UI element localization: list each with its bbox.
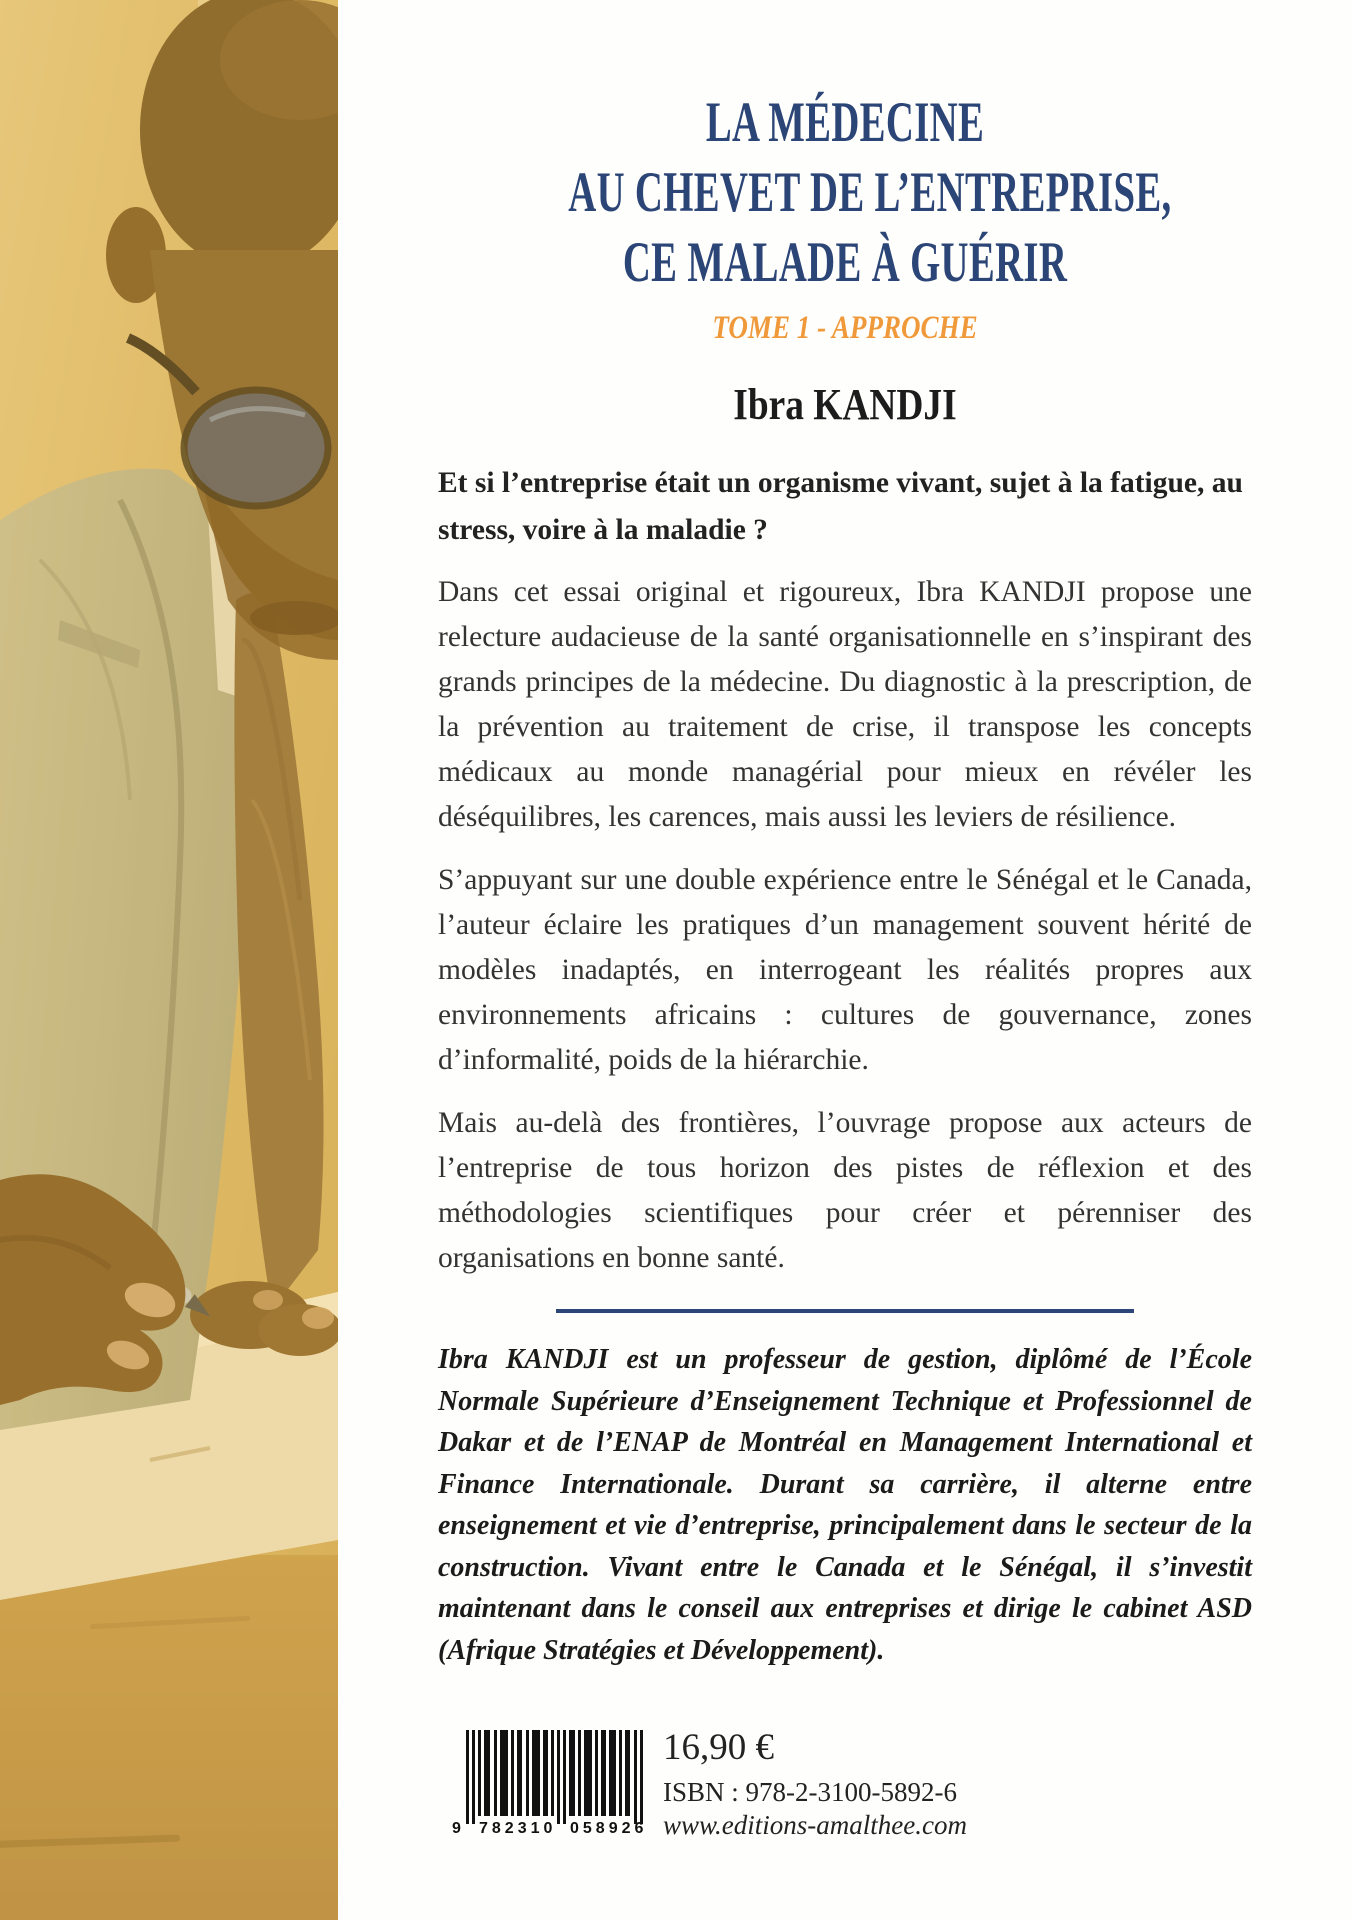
ean13-barcode — [452, 1730, 652, 1841]
barcode-left-digits: 782310 — [479, 1820, 557, 1836]
author-photo-illustration — [0, 0, 338, 1920]
author-bio: Ibra KANDJI est un professeur de gestion, diplômé de l’École Normale Supérieure d’Enseignement Technique et Professionnel de Dakar et de l’ENAP de Montréal en Management International et Finance Internationale. Durant sa carrière, il alterne entre enseignement et vie d’entreprise, principalement dans le secteur de la construction. Vivant entre le Canada et le Sénégal, il s’investit maintenant dans le conseil aux entreprises et dirige le cabinet ASD (Afrique Stratégies et Développement). — [438, 1344, 1252, 1666]
synopsis-paragraph: Dans cet essai original et rigoureux, Ibra KANDJI propose une relecture audacieuse de la santé organisationnelle en s’inspirant des grands principes de la médecine. Du diagnostic à la prescription, de la prévention au traitement de crise, il transpose les concepts médicaux au monde managérial pour mieux en révéler les déséquilibres, les carences, mais aussi les leviers de résilience. — [438, 576, 1252, 833]
synopsis-paragraph: Mais au-delà des frontières, l’ouvrage propose aux acteurs de l’entreprise de tous horizon des pistes de réflexion et des méthodologies scientifiques pour créer et pérenniser des organisations en bonne santé. — [438, 1107, 1252, 1274]
book-title-line-1: LA MÉDECINE — [705, 91, 985, 154]
author-name: Ibra KANDJI — [733, 380, 957, 429]
author-photo — [0, 0, 338, 1920]
barcode-right-digits: 058926 — [570, 1820, 648, 1836]
book-title — [568, 88, 1172, 298]
publisher-website: www.editions-amalthee.com — [663, 1810, 967, 1840]
book-title-line-3: CE MALADE À GUÉRIR — [622, 231, 1068, 294]
barcode-lead-digit: 9 — [452, 1820, 461, 1836]
isbn: ISBN : 978-2-3100-5892-6 — [663, 1777, 957, 1807]
back-cover-text-column — [438, 88, 1252, 1671]
book-title-line-2: AU CHEVET DE L’ENTREPRISE, — [568, 161, 1172, 224]
synopsis-paragraph: S’appuyant sur une double expérience entre le Sénégal et le Canada, l’auteur éclaire les pratiques d’un management souvent hérité de modèles inadaptés, en interrogeant les réalités propres aux environnements africains : cultures de gouvernance, zones d’informalité, poids de la hiérarchie. — [438, 864, 1252, 1076]
sales-info-block — [663, 1726, 967, 1842]
price: 16,90 € — [663, 1727, 774, 1768]
hook-question: Et si l’entreprise était un organisme vivant, sujet à la fatigue, au stress, voire à la maladie ? — [438, 467, 1243, 546]
section-divider-rule — [556, 1309, 1134, 1313]
book-subtitle-tome: TOME 1 - APPROCHE — [712, 310, 978, 346]
